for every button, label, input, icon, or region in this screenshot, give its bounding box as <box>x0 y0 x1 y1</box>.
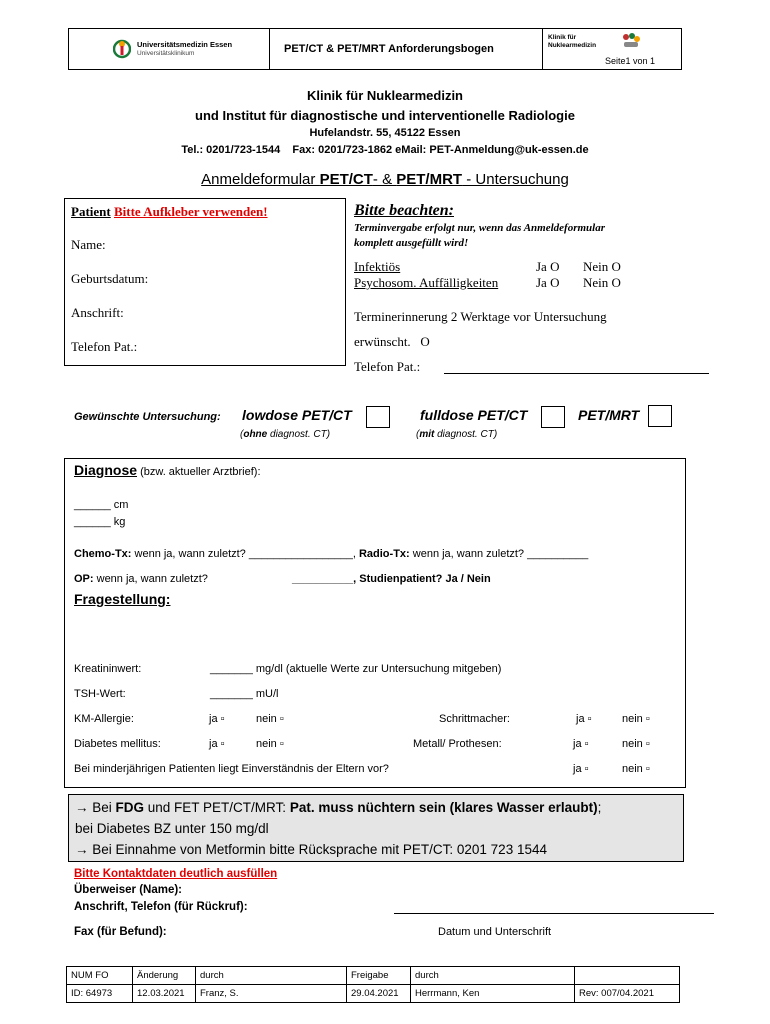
lowdose-sub-text: diagnost. CT) <box>267 429 331 440</box>
study-row <box>292 573 491 585</box>
notes-text-1: Terminvergabe erfolgt nur, wenn das Anmeldeformular <box>354 222 605 234</box>
date-signature-label: Datum und Unterschrift <box>438 926 552 938</box>
clinic-line-2: Nuklearmedizin <box>548 42 597 49</box>
info-line-3: → Bei Einnahme von Metformin bitte Rücksprache mit PET/CT: 0201 723 1544 <box>75 842 547 857</box>
fulldose-sub <box>416 429 497 440</box>
km-allergy-no[interactable]: nein ▫ <box>256 713 284 725</box>
heading-post: - Untersuchung <box>462 171 569 188</box>
revision-table <box>66 966 680 1003</box>
diagnosis-heading <box>74 462 261 478</box>
footer-cell: Rev: 007/04.2021 <box>575 985 680 1003</box>
tsh-field[interactable]: _______ mU/l <box>210 688 279 700</box>
university-logo-icon <box>113 38 131 60</box>
footer-cell: Freigabe <box>347 967 411 985</box>
info-line-2: bei Diabetes BZ unter 150 mg/dl <box>75 821 269 836</box>
notes-text-2: komplett ausgefüllt wird! <box>354 237 469 249</box>
fasting-info-box <box>68 794 684 862</box>
pacemaker-no[interactable]: nein ▫ <box>622 713 650 725</box>
notes-phone-label: Telefon Pat.: <box>354 359 421 374</box>
footer-cell: ID: 64973 <box>67 985 133 1003</box>
pacemaker-yes[interactable]: ja ▫ <box>576 713 592 725</box>
patient-address-label: Anschrift: <box>71 305 124 320</box>
tsh-label: TSH-Wert: <box>74 688 126 700</box>
heading-pre: Anmeldeformular <box>201 171 320 188</box>
km-allergy-yes[interactable]: ja ▫ <box>209 713 225 725</box>
notes-phone-field[interactable] <box>444 373 709 374</box>
form-title: PET/CT & PET/MRT Anforderungsbogen <box>284 43 494 55</box>
diagnosis-title: Diagnose <box>74 462 138 478</box>
footer-cell: Franz, S. <box>196 985 347 1003</box>
patient-heading <box>71 204 268 220</box>
footer-cell: NUM FO <box>67 967 133 985</box>
diabetes-label: Diabetes mellitus: <box>74 738 161 750</box>
logo-name: Universitätsmedizin Essen <box>137 40 233 49</box>
diabetes-no[interactable]: nein ▫ <box>256 738 284 750</box>
logo-subtitle: Universitätsklinikum <box>137 50 195 57</box>
clinic-logo-icon <box>619 31 643 49</box>
footer-cell: durch <box>411 967 575 985</box>
page-number: Seite1 von 1 <box>605 56 656 66</box>
psychosomatic-yes[interactable]: Ja O <box>536 275 560 290</box>
signature-line[interactable] <box>394 913 714 914</box>
metal-yes[interactable]: ja ▫ <box>573 738 589 750</box>
revision-data-row <box>67 985 680 1003</box>
study-patient-option[interactable]: Studienpatient? Ja / Nein <box>359 573 491 585</box>
patient-phone-label: Telefon Pat.: <box>71 339 138 354</box>
diagnosis-sub: (bzw. aktueller Arztbrief): <box>137 466 261 478</box>
fulldose-label: fulldose PET/CT <box>420 407 528 423</box>
infectious-no[interactable]: Nein O <box>583 259 621 274</box>
radio-field[interactable]: wenn ja, wann zuletzt? __________ <box>409 548 589 560</box>
lowdose-label: lowdose PET/CT <box>242 407 352 423</box>
institute-line-1: Klinik für Nuklearmedizin <box>306 88 464 103</box>
radio-label: Radio-Tx: <box>358 548 410 560</box>
info-arrow-1: → Bei <box>75 800 116 815</box>
notes-title: Bitte beachten: <box>354 202 454 219</box>
psychosomatic-no[interactable]: Nein O <box>583 275 621 290</box>
document-header <box>68 28 682 70</box>
info-line-1 <box>75 797 677 818</box>
pacemaker-label: Schrittmacher: <box>439 713 510 725</box>
lowdose-checkbox[interactable] <box>366 406 390 428</box>
petmrt-label: PET/MRT <box>578 407 640 423</box>
fax-label: Fax (für Befund): <box>74 926 167 938</box>
reminder-text: Terminerinnerung 2 Werktage vor Untersuchung <box>354 309 607 324</box>
lowdose-paren: ( <box>240 429 244 440</box>
op-label: OP: <box>74 573 94 585</box>
institute-contact: Tel.: 0201/723-1544 Fax: 0201/723-1862 eMail: PET-Anmeldung@uk-essen.de <box>181 144 589 156</box>
patient-dob-label: Geburtsdatum: <box>71 271 149 286</box>
patient-name-label: Name: <box>71 237 106 252</box>
institute-line-2: und Institut für diagnostische und interventionelle Radiologie <box>195 108 575 123</box>
op-text: wenn ja, wann zuletzt? <box>93 573 208 585</box>
patient-box <box>64 198 346 366</box>
clinic-line-1: Klinik für <box>548 34 577 41</box>
infectious-label: Infektiös <box>354 259 401 274</box>
exam-label: Gewünschte Untersuchung: <box>74 411 221 423</box>
patient-title: Patient <box>71 204 111 219</box>
header-clinic-cell <box>543 29 681 69</box>
op-date-field[interactable]: __________, <box>292 573 360 585</box>
diabetes-yes[interactable]: ja ▫ <box>209 738 225 750</box>
footer-cell: durch <box>196 967 347 985</box>
footer-cell <box>575 967 680 985</box>
heading-petct: PET/CT <box>319 171 373 188</box>
info-mid: und FET PET/CT/MRT: <box>144 800 290 815</box>
creatinine-field[interactable]: _______ mg/dl (aktuelle Werte zur Untersuchung mitgeben) <box>210 663 502 675</box>
minor-consent-yes[interactable]: ja ▫ <box>573 763 589 775</box>
petmrt-checkbox[interactable] <box>648 405 672 427</box>
reminder-wished-option[interactable]: erwünscht. O <box>354 334 430 349</box>
fulldose-paren: ( <box>416 429 420 440</box>
contact-note: Bitte Kontaktdaten deutlich ausfüllen <box>74 868 278 880</box>
sticker-note: Bitte Aufkleber verwenden! <box>113 204 268 219</box>
chemo-field[interactable]: wenn ja, wann zuletzt? _________________, <box>131 548 359 560</box>
question-label: Fragestellung: <box>74 591 171 607</box>
km-allergy-label: KM-Allergie: <box>74 713 134 725</box>
minor-consent-label: Bei minderjährigen Patienten liegt Einverständnis der Eltern vor? <box>74 763 389 775</box>
revision-header-row <box>67 967 680 985</box>
referrer-address-label: Anschrift, Telefon (für Rückruf): <box>74 901 248 913</box>
minor-consent-no[interactable]: nein ▫ <box>622 763 650 775</box>
weight-field[interactable]: ______ kg <box>74 516 126 528</box>
institute-address: Hufelandstr. 55, 45122 Essen <box>309 127 461 139</box>
infectious-yes[interactable]: Ja O <box>536 259 560 274</box>
fulldose-checkbox[interactable] <box>541 406 565 428</box>
lowdose-sub-bold: ohne <box>243 429 268 440</box>
fulldose-sub-bold: mit <box>419 429 435 440</box>
heading-petmrt: PET/MRT <box>396 171 463 188</box>
info-fasting: Pat. muss nüchtern sein (klares Wasser erlaubt) <box>289 800 598 815</box>
info-fdg: FDG <box>115 800 145 815</box>
footer-cell: Herrmann, Ken <box>411 985 575 1003</box>
creatinine-label: Kreatininwert: <box>74 663 142 675</box>
referrer-name-label: Überweiser (Name): <box>74 884 183 896</box>
chemo-radio-row <box>74 548 588 560</box>
height-field[interactable]: ______ cm <box>74 499 129 511</box>
info-semicolon: ; <box>597 800 602 815</box>
clinic-label <box>548 34 596 50</box>
header-title-cell <box>270 29 543 69</box>
lowdose-sub <box>240 429 330 440</box>
fulldose-sub-text: diagnost. CT) <box>434 429 498 440</box>
footer-cell: 29.04.2021 <box>347 985 411 1003</box>
header-logo-cell <box>69 29 270 69</box>
footer-cell: Änderung <box>133 967 196 985</box>
form-heading <box>0 171 770 188</box>
chemo-label: Chemo-Tx: <box>74 548 132 560</box>
psychosomatic-label: Psychosom. Auffälligkeiten <box>354 275 499 290</box>
footer-cell: 12.03.2021 <box>133 985 196 1003</box>
metal-label: Metall/ Prothesen: <box>413 738 502 750</box>
metal-no[interactable]: nein ▫ <box>622 738 650 750</box>
heading-mid: - & <box>372 171 397 188</box>
op-row <box>74 573 208 585</box>
